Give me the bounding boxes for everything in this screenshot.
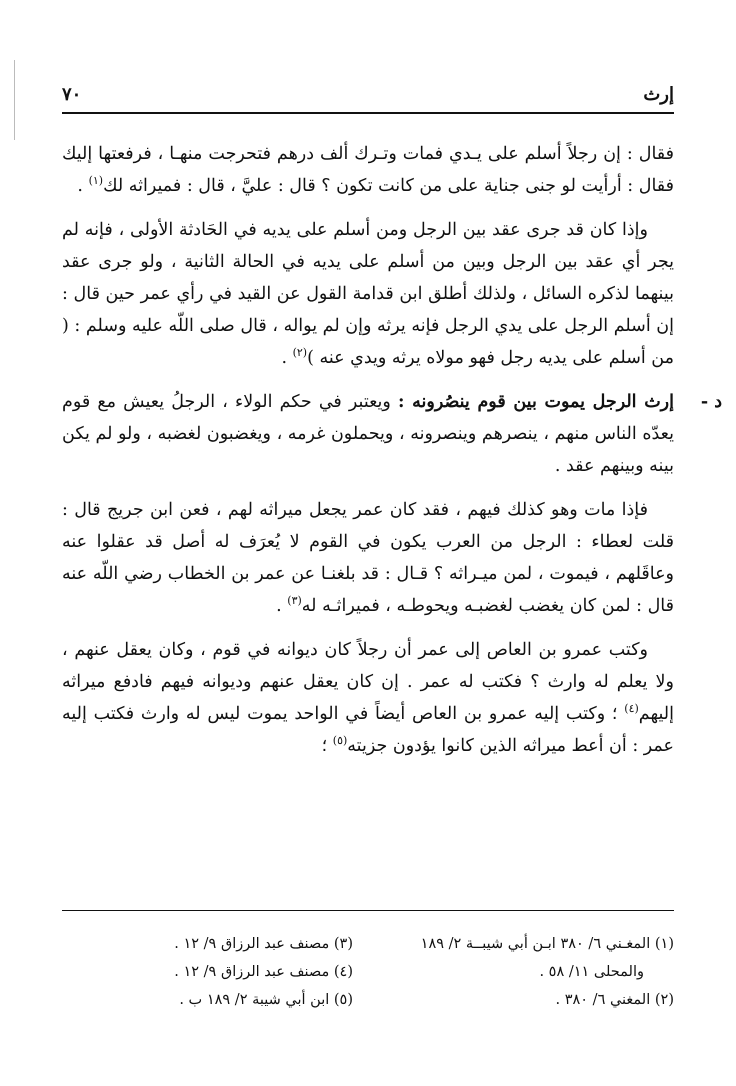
footnotes-left-column — [62, 930, 353, 1014]
footnote-1: (١) المغـني ٦/ ٣٨٠ ابـن أبي شيبــة ٢/ ١٨٩ — [420, 936, 674, 952]
paragraph-2: وإذا كان قد جرى عقد بين الرجل ومن أسلم على يديه في الحَادثة الأولى ، فإنه لم يجر أي عقد بين الرجل وبين من أسلم على يديه في الحالة الثانية ، ولو جرى عقد بينهما لذكره السائل ، ولذلك أطلق ابن قدامة القول عن القيد في رأي عمر حين قال : إن أسلم الرجل على يدي الرجل فإنه يرثه وإن لم يواله ، قال صلى اللّه عليه وسلم : ( من أسلم على يديه رجل فهو مولاه يرثه ويدي عنه )$^{(٢)}$ . — [62, 220, 674, 368]
footnote-ref-5: (٥) — [332, 734, 348, 748]
footnote-ref-1: (١) — [88, 174, 104, 188]
paragraph-1: فقال : إن رجلاً أسلم على يـدي فمات وتـرك ألف درهم فتحرجت منهـا ، فرفعتها إليك فقال : أرأيت لو جنى جناية على من كانت تكون ؟ قال : عليَّ ، قال : فميراثه لك$^{(١)}$ . — [62, 144, 674, 196]
footnote-ref-4: (٤) — [624, 702, 639, 716]
footnote-1-continued: والمحلى ١١/ ٥٨ . — [539, 964, 644, 980]
item-marker: د - — [700, 392, 722, 412]
running-title: إرث — [643, 84, 674, 105]
paragraph-4: فإذا مات وهو كذلك فيهم ، فقد كان عمر يجعل ميراثه لهم ، فعن ابن جريج قال : قلت لعطاء : الرجل من العرب يكون في القوم لا يُعرَف له أصل قد عقلوا عنه وعاقَلهم ، فيموت ، لمن ميـراثه ؟ قـال : قد بلغنـا عن عمر بن الخطاب رضي اللّه عنه قال : لمن كان يغضب لغضبـه ويحوطـه ، فميراثـه له$^{(٣)}$ . — [62, 500, 674, 616]
footnote-5: (٥) ابن أبي شيبة ٢/ ١٨٩ ب . — [179, 992, 353, 1008]
page-header — [62, 82, 674, 110]
footnote-ref-3: (٣) — [287, 594, 302, 608]
page-number: ٧٠ — [62, 84, 82, 105]
footnote-2: (٢) المغني ٦/ ٣٨٠ . — [555, 992, 674, 1008]
scan-edge-mark — [14, 60, 15, 140]
header-divider — [62, 112, 674, 114]
footnotes-right-column — [383, 930, 674, 1014]
footnotes — [62, 930, 674, 1014]
footnote-ref-2: (٢) — [292, 346, 308, 360]
footnote-3: (٣) مصنف عبد الرزاق ٩/ ١٢ . — [174, 936, 353, 952]
main-text — [62, 138, 722, 774]
section-item-d: د - إرث الرجل يموت بين قوم ينصُرونه : ويعتبر في حكم الولاء ، الرجلُ يعيش مع قوم يعدّه الناس منهم ، ينصرهم وينصرونه ، ويحملون غرمه ، ويغضبون لغضبه ، ولو لم يكن بينه وبينهم عقد . — [62, 386, 674, 482]
footnote-divider — [62, 910, 674, 911]
paragraph-5: وكتب عمرو بن العاص إلى عمر أن رجلاً كان ديوانه في قوم ، وكان يعقل عنهم ، ولا يعلم له وارث ؟ فكتب له عمر . إن كان يعقل عنهم وديوانه فيهم فادفع ميراثه إليهم$^{(٤)}$ ؛ وكتب إليه عمرو بن العاص أيضاً في الواحد يموت ليس له وارث فكتب إليه عمر : أن أعط ميراثه الذين كانوا يؤدون جزيته$^{(٥)}$ ؛ — [62, 640, 674, 756]
item-heading: إرث الرجل يموت بين قوم ينصُرونه : — [398, 392, 674, 412]
footnote-4: (٤) مصنف عبد الرزاق ٩/ ١٢ . — [174, 964, 353, 980]
